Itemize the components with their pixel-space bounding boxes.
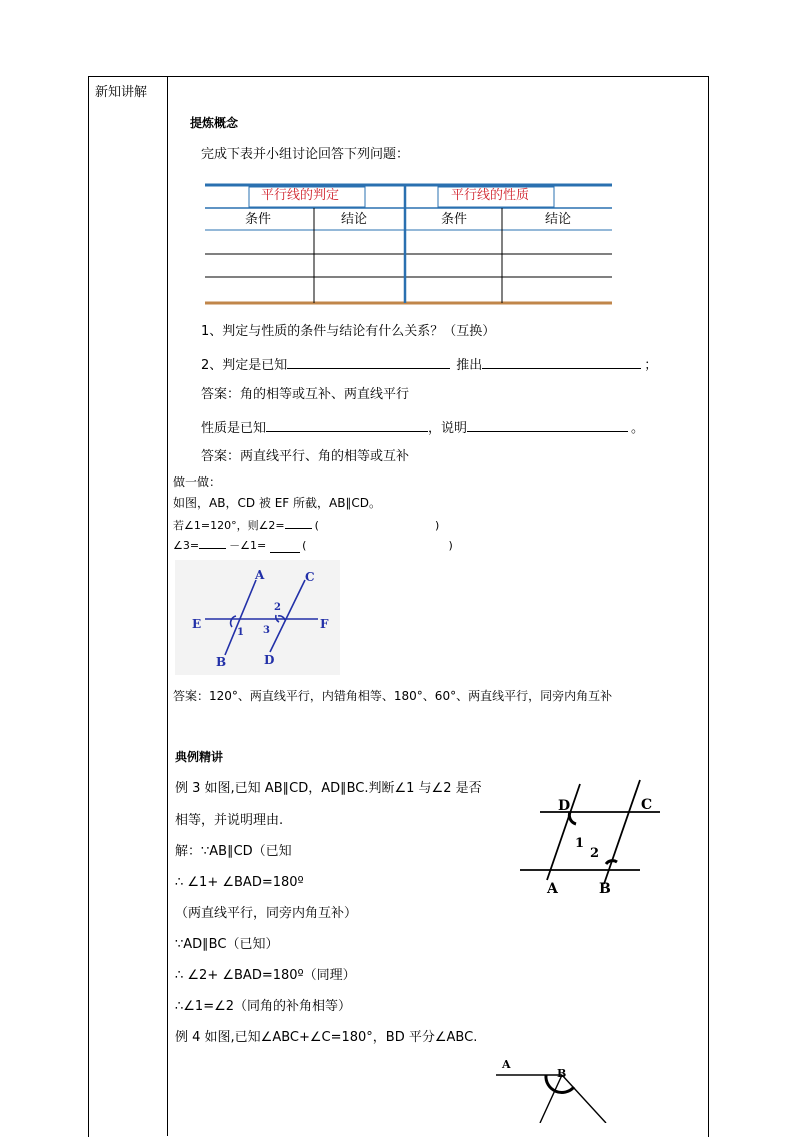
blank-field	[467, 419, 628, 432]
column-divider	[167, 76, 168, 1136]
solution-line-4: ∵AD∥BC（已知）	[175, 937, 279, 952]
fig-angle-3: 3	[263, 625, 270, 636]
col-header-conclusion-1: 结论	[341, 212, 368, 227]
fig3-angle-1: 1	[575, 836, 585, 851]
question-3: 性质是已知 ，说明 。	[201, 421, 645, 436]
blank-field	[266, 419, 428, 432]
blank-field	[199, 538, 226, 549]
solution-line-3: （两直线平行，同旁内角互补）	[175, 906, 358, 921]
exercise-line-1: 如图，AB，CD 被 EF 所截，AB∥CD。	[173, 496, 382, 510]
parallel-lines-figure	[175, 560, 340, 675]
fig-label-F: F	[320, 617, 329, 631]
fig4-label-B: B	[557, 1067, 567, 1080]
answer-1: 答案：角的相等或互补、两直线平行	[201, 387, 410, 402]
fig-label-C: C	[305, 570, 315, 584]
blank-field	[482, 356, 641, 369]
group-header-properties: 平行线的性质	[451, 188, 530, 203]
blank-field	[287, 356, 450, 369]
fig-label-E: E	[192, 617, 202, 631]
section-heading-concepts: 提炼概念	[190, 116, 239, 130]
left-column-label: 新知讲解	[95, 85, 148, 100]
fig-label-B: B	[216, 655, 227, 669]
group-header-judgement: 平行线的判定	[261, 188, 340, 203]
section-heading-examples: 典例精讲	[175, 750, 224, 764]
blank-field	[270, 540, 300, 553]
intro-text: 完成下表并小组讨论回答下列问题：	[201, 147, 410, 162]
col-header-condition-1: 条件	[245, 212, 272, 227]
exercise-title: 做一做：	[173, 475, 222, 489]
question-1: 1、判定与性质的条件与结论有什么关系？（互换）	[201, 324, 496, 339]
solution-line-1: 解：∵AB∥CD（已知	[175, 844, 292, 859]
angle-bisector-figure	[494, 1055, 624, 1123]
question-2: 2、判定是已知 推出 ；	[201, 358, 658, 373]
answer-2: 答案：两直线平行、角的相等或互补	[201, 449, 410, 464]
fig3-angle-2: 2	[590, 846, 600, 861]
fig-angle-2: 2	[274, 602, 281, 613]
fig3-label-B: B	[599, 881, 611, 897]
solution-line-2: ∴ ∠1+ ∠BAD=180º	[175, 875, 304, 890]
example-4-line-1: 例 4 如图,已知∠ABC+∠C=180°，BD 平分∠ABC.	[175, 1030, 478, 1045]
blank-field	[285, 518, 312, 529]
fig-label-D: D	[264, 653, 275, 667]
fig-angle-1: 1	[237, 627, 244, 638]
exercise-line-3: ∠3= －∠1= ( )	[173, 539, 453, 552]
fig3-label-A: A	[547, 881, 558, 897]
example-3-line-1: 例 3 如图,已知 AB∥CD，AD∥BC.判断∠1 与∠2 是否	[175, 781, 482, 796]
parallelogram-figure	[512, 772, 662, 902]
solution-line-5: ∴ ∠2+ ∠BAD=180º（同理）	[175, 968, 356, 983]
solution-line-6: ∴∠1=∠2（同角的补角相等）	[175, 999, 352, 1014]
fig3-label-C: C	[641, 797, 653, 813]
col-header-condition-2: 条件	[441, 212, 468, 227]
exercise-answer: 答案：120°、两直线平行，内错角相等、180°、60°、两直线平行，同旁内角互补	[173, 689, 613, 703]
col-header-conclusion-2: 结论	[545, 212, 572, 227]
fig4-label-A: A	[502, 1058, 511, 1071]
exercise-line-2: 若∠1=120°，则∠2= ( )	[173, 519, 440, 532]
fig3-label-D: D	[558, 798, 571, 814]
fig-label-A: A	[255, 568, 265, 582]
example-3-line-2: 相等，并说明理由.	[175, 813, 284, 828]
